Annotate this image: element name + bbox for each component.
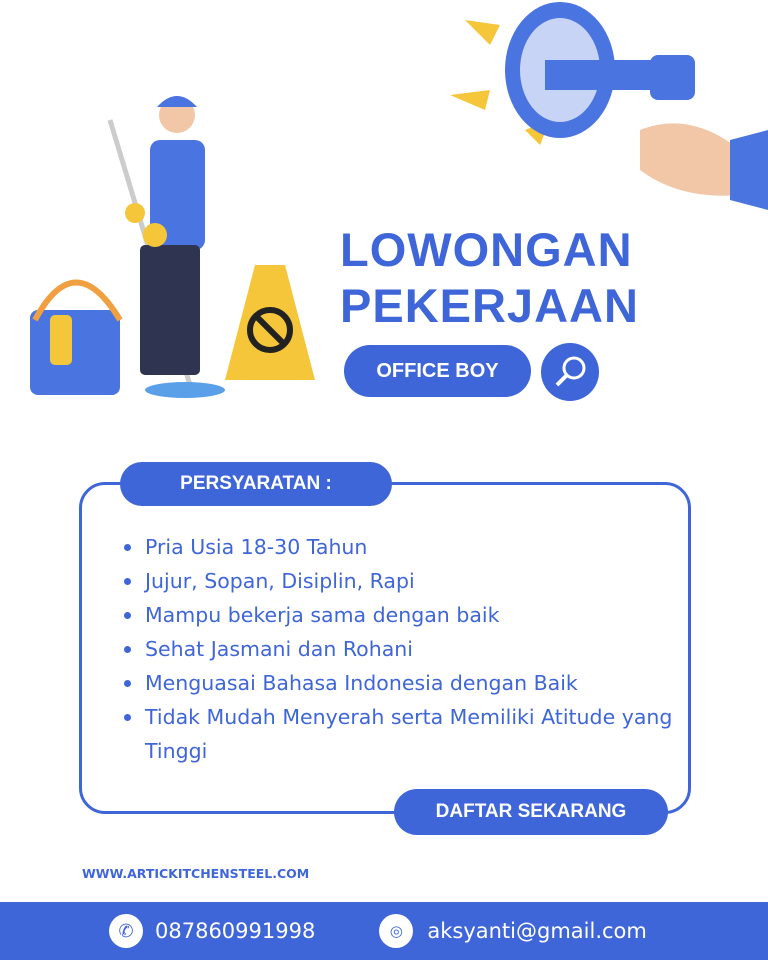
list-item: Menguasai Bahasa Indonesia dengan Baik [120, 666, 690, 700]
megaphone-illustration [440, 0, 768, 215]
title-line-2: PEKERJAAN [340, 279, 639, 332]
apply-now-button[interactable]: DAFTAR SEKARANG [394, 789, 668, 835]
list-item: Mampu bekerja sama dengan baik [120, 598, 690, 632]
list-item: Jujur, Sopan, Disiplin, Rapi [120, 564, 690, 598]
position-badge: OFFICE BOY [344, 345, 531, 397]
instagram-icon: ◎ [379, 914, 413, 948]
phone-number: 087860991998 [155, 919, 316, 943]
title-line-1: LOWONGAN [340, 223, 633, 276]
requirements-list [120, 530, 690, 768]
cleaner-illustration [25, 85, 325, 405]
page-title [340, 222, 639, 334]
list-item: Pria Usia 18-30 Tahun [120, 530, 690, 564]
list-item: Tidak Mudah Menyerah serta Memiliki Atitude yang Tinggi [120, 700, 690, 768]
requirements-label: PERSYARATAN : [120, 462, 392, 506]
email-address: aksyanti@gmail.com [427, 919, 647, 943]
footer-contact-bar [0, 902, 768, 960]
website-link[interactable]: WWW.ARTICKITCHENSTEEL.COM [82, 866, 310, 881]
search-icon [541, 343, 599, 401]
list-item: Sehat Jasmani dan Rohani [120, 632, 690, 666]
phone-icon: ✆ [109, 914, 143, 948]
